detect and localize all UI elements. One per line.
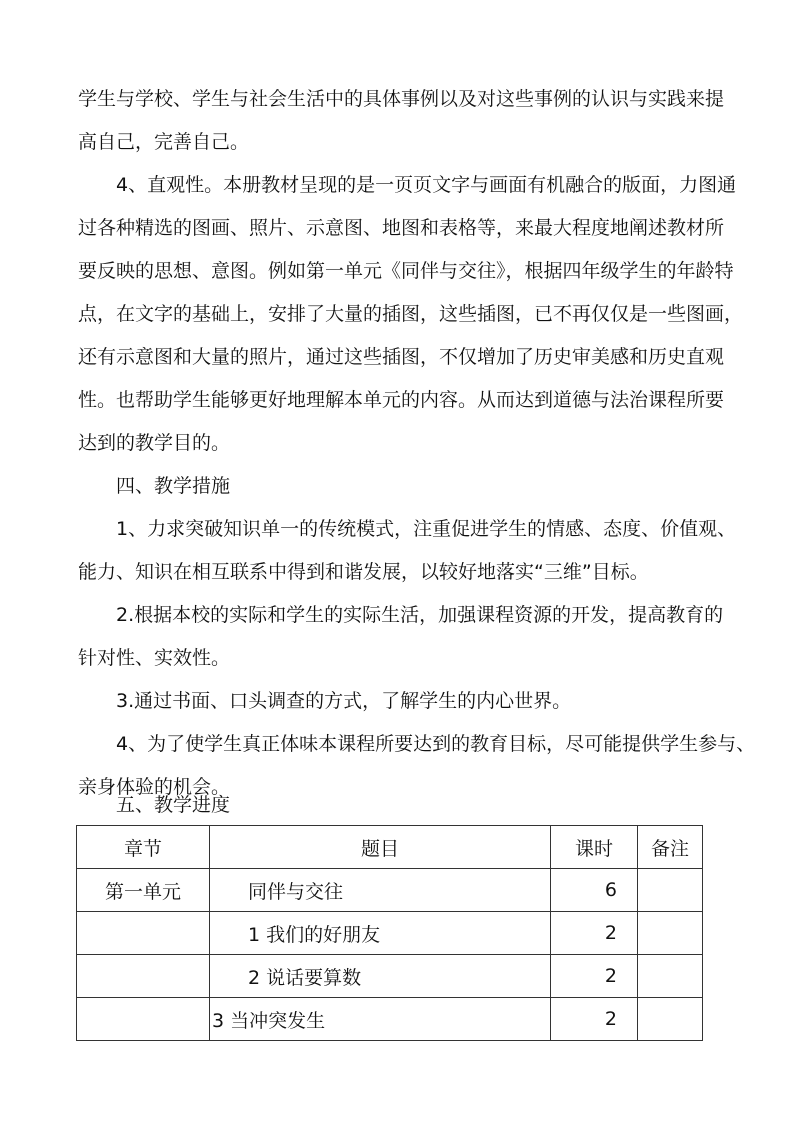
cell-chapter <box>77 955 210 998</box>
table-row <box>77 998 703 1041</box>
cell-topic: 1 我们的好朋友 <box>210 912 551 955</box>
text-line: 亲身体验的机会。 <box>78 776 231 798</box>
text-line: 还有示意图和大量的照片，通过这些插图，不仅增加了历史审美感和历史直观 <box>78 346 725 368</box>
text-line: 4、直观性。本册教材呈现的是一页页文字与画面有机融合的版面，力图通 <box>116 174 737 196</box>
text-line: 达到的教学目的。 <box>78 432 231 454</box>
header-topic: 题目 <box>210 826 551 869</box>
text-line: 要反映的思想、意图。例如第一单元《同伴与交往》，根据四年级学生的年龄特 <box>78 260 734 282</box>
table-header-row <box>77 826 703 869</box>
text-line: 性。也帮助学生能够更好地理解本单元的内容。从而达到道德与法治课程所要 <box>78 389 725 411</box>
cell-hours: 2 <box>551 955 638 998</box>
text-line: 学生与学校、学生与社会生活中的具体事例以及对这些事例的认识与实践来提 <box>78 88 725 110</box>
cell-topic: 3 当冲突发生 <box>210 998 551 1041</box>
heading-text: 四、教学措施 <box>116 475 231 497</box>
header-hours: 课时 <box>551 826 638 869</box>
text-line: 1、力求突破知识单一的传统模式，注重促进学生的情感、态度、价值观、 <box>116 518 737 540</box>
cell-remarks <box>638 912 703 955</box>
table-row <box>77 955 703 998</box>
cell-chapter <box>77 998 210 1041</box>
text-line: 能力、知识在相互联系中得到和谐发展，以较好地落实“三维”目标。 <box>78 561 649 583</box>
schedule-table <box>76 825 703 1041</box>
cell-remarks <box>638 998 703 1041</box>
text-line: 4、为了使学生真正体味本课程所要达到的教育目标，尽可能提供学生参与、 <box>116 733 756 755</box>
text-line: 2.根据本校的实际和学生的实际生活，加强课程资源的开发，提高教育的 <box>116 604 724 626</box>
cell-topic: 同伴与交往 <box>210 869 551 912</box>
cell-remarks <box>638 955 703 998</box>
text-line: 过各种精选的图画、照片、示意图、地图和表格等，来最大程度地阐述教材所 <box>78 217 725 239</box>
text-line: 针对性、实效性。 <box>78 647 231 669</box>
header-chapter: 章节 <box>77 826 210 869</box>
text-line: 3.通过书面、口头调查的方式，了解学生的内心世界。 <box>116 690 572 712</box>
cell-remarks <box>638 869 703 912</box>
table-row <box>77 869 703 912</box>
cell-topic: 2 说话要算数 <box>210 955 551 998</box>
text-line: 点，在文字的基础上，安排了大量的插图，这些插图，已不再仅仅是一些图画， <box>78 303 744 325</box>
heading-text: 五、教学进度 <box>116 794 231 816</box>
header-remarks: 备注 <box>638 826 703 869</box>
cell-chapter <box>77 912 210 955</box>
cell-chapter: 第一单元 <box>77 869 210 912</box>
cell-hours: 6 <box>551 869 638 912</box>
cell-hours: 2 <box>551 912 638 955</box>
text-line: 高自己，完善自己。 <box>78 131 250 153</box>
table-row <box>77 912 703 955</box>
cell-hours: 2 <box>551 998 638 1041</box>
